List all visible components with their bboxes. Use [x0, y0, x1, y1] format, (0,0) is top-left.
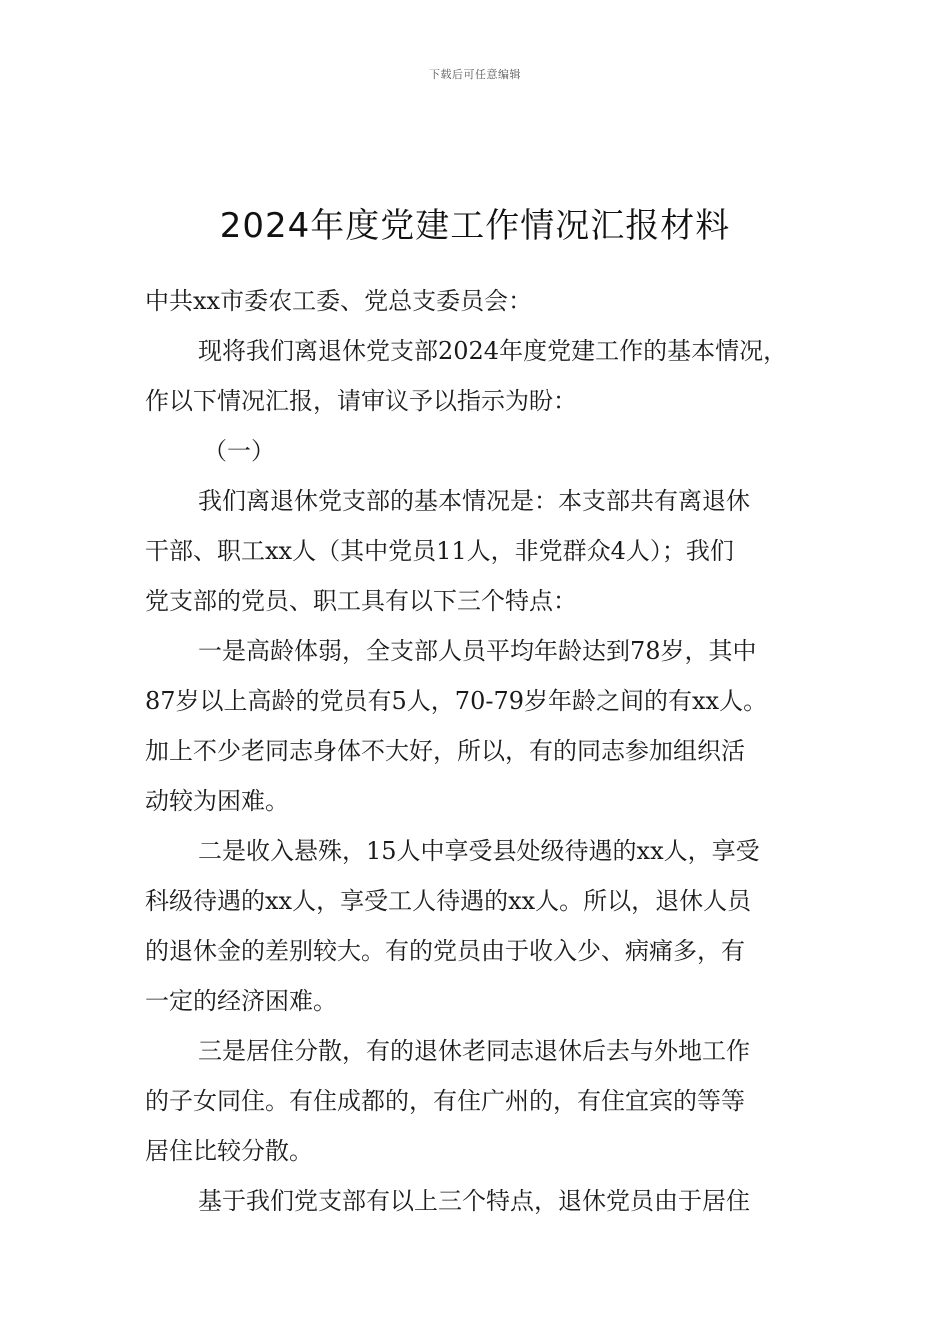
paragraph-line: 现将我们离退休党支部2024年度党建工作的基本情况，: [198, 337, 788, 365]
paragraph-conclusion: [145, 1176, 815, 1226]
paragraph-line: 二是收入悬殊，15人中享受县处级待遇的xx人，享受: [198, 837, 760, 865]
paragraph-basic-info-cont: [145, 526, 815, 626]
paragraph-line: 科级待遇的xx人，享受工人待遇的xx人。所以，退休人员: [145, 887, 752, 915]
paragraph-line: 动较为困难。: [145, 787, 289, 815]
paragraph-feature-three: [145, 1026, 815, 1076]
paragraph-feature-two-cont: [145, 876, 815, 1026]
paragraph-line: 作以下情况汇报，请审议予以指示为盼：: [145, 387, 577, 415]
paragraph-line: 的子女同住。有住成都的，有住广州的，有住宜宾的等等: [145, 1087, 745, 1115]
paragraph-line: 居住比较分散。: [145, 1137, 313, 1165]
paragraph-feature-three-cont: [145, 1076, 815, 1176]
section-heading: [145, 426, 815, 476]
paragraph-line: 87岁以上高龄的党员有5人，70-79岁年龄之间的有xx人。: [145, 687, 768, 715]
document-body: [145, 276, 815, 1226]
paragraph-basic-info: [145, 476, 815, 526]
paragraph-line: 的退休金的差别较大。有的党员由于收入少、病痛多，有: [145, 937, 745, 965]
paragraph-line: 基于我们党支部有以上三个特点，退休党员由于居住: [198, 1187, 750, 1215]
paragraph-line: 干部、职工xx人（其中党员11人，非党群众4人）；我们: [145, 537, 734, 565]
paragraph-line: 一是高龄体弱，全支部人员平均年龄达到78岁，其中: [198, 637, 757, 665]
salutation: 中共xx市委农工委、党总支委员会：: [145, 287, 533, 315]
paragraph-line: 党支部的党员、职工具有以下三个特点：: [145, 587, 577, 615]
paragraph-line: 加上不少老同志身体不大好，所以，有的同志参加组织活: [145, 737, 745, 765]
paragraph-feature-one-cont: [145, 676, 815, 826]
paragraph-feature-two: [145, 826, 815, 876]
paragraph-feature-one: [145, 626, 815, 676]
header-note: 下载后可任意编辑: [429, 68, 521, 81]
section-number: （一）: [203, 437, 275, 465]
paragraph-line: 三是居住分散，有的退休老同志退休后去与外地工作: [198, 1037, 750, 1065]
document-title: 2024年度党建工作情况汇报材料: [219, 205, 731, 246]
paragraph-intro-cont: [145, 376, 815, 426]
paragraph-intro: [145, 326, 815, 376]
paragraph-line: 我们离退休党支部的基本情况是：本支部共有离退休: [198, 487, 750, 515]
paragraph-line: 一定的经济困难。: [145, 987, 337, 1015]
